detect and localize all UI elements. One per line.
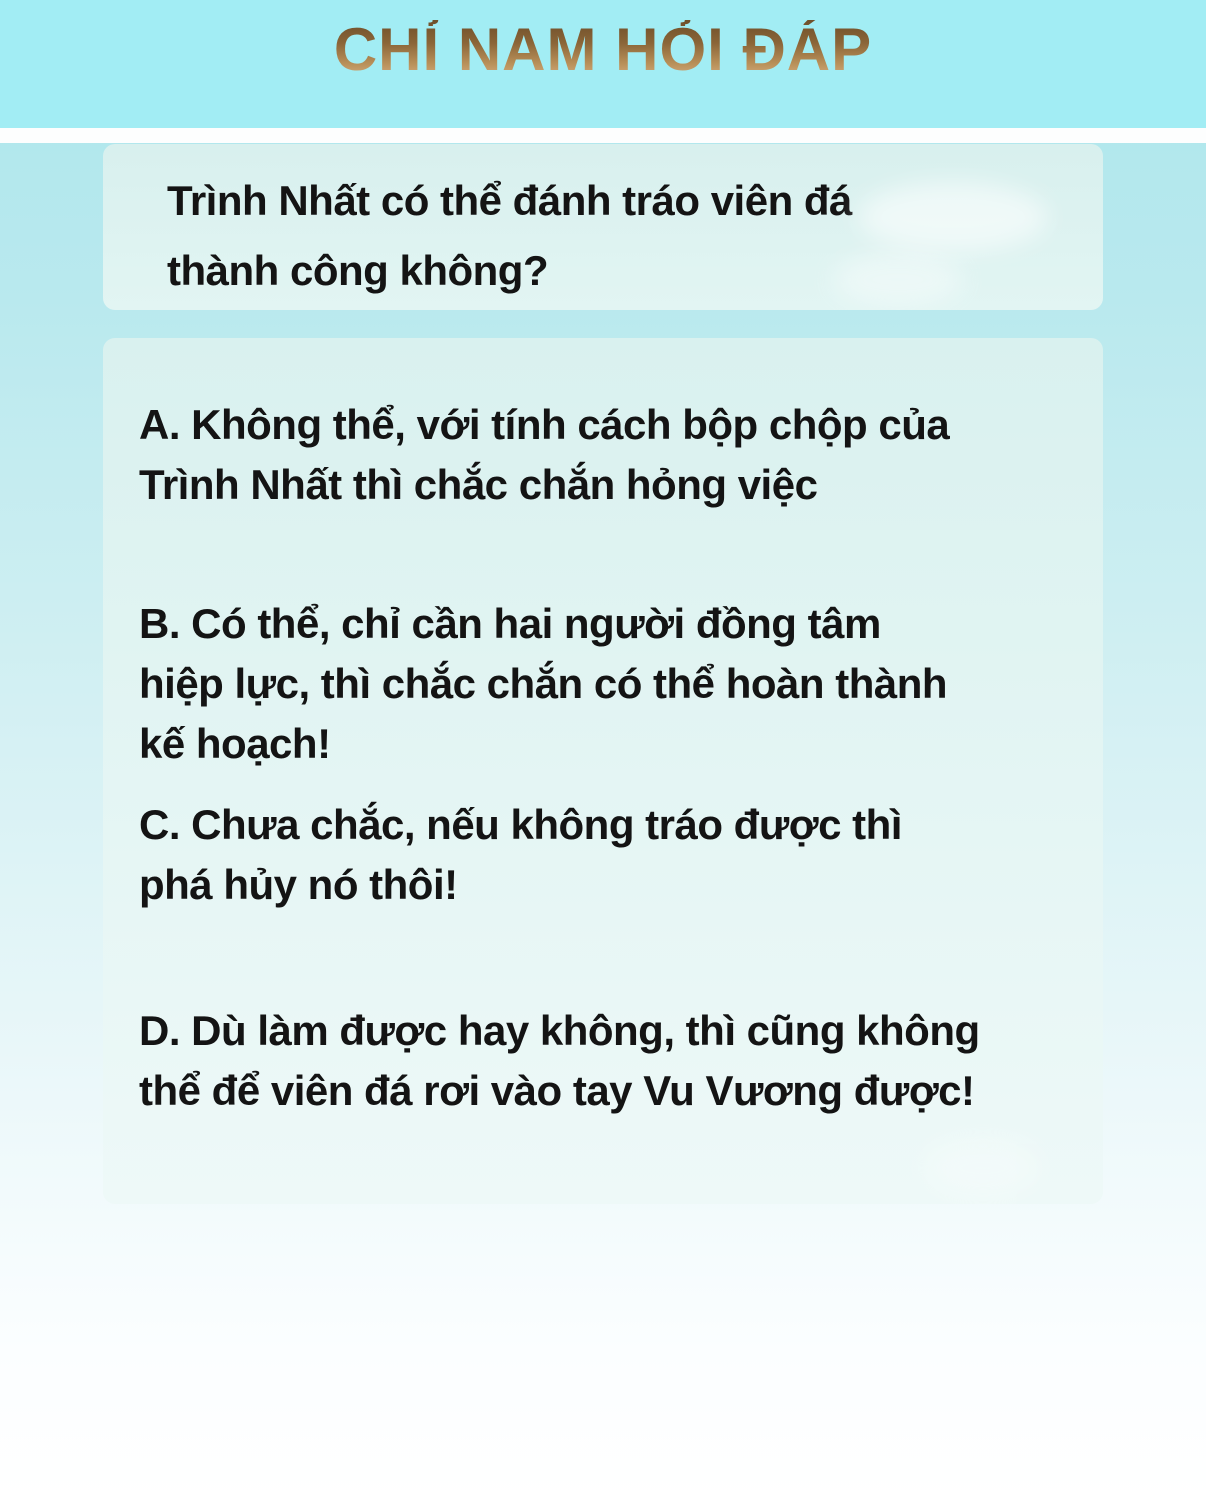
option-line: kế hoạch! xyxy=(139,720,331,767)
option-b xyxy=(139,594,1073,774)
option-line: hiệp lực, thì chắc chắn có thể hoàn thành xyxy=(139,660,948,707)
header-band xyxy=(0,0,1206,128)
option-line: C. Chưa chắc, nếu không tráo được thì xyxy=(139,801,902,848)
question-card xyxy=(103,144,1103,310)
page-title: CHỈ NAM HỎI ĐÁP xyxy=(333,16,873,83)
option-c xyxy=(139,795,1073,915)
option-line: D. Dù làm được hay không, thì cũng không xyxy=(139,1007,980,1054)
option-a xyxy=(139,395,1073,515)
option-line: phá hủy nó thôi! xyxy=(139,861,458,908)
header-divider xyxy=(0,128,1206,143)
question-line: thành công không? xyxy=(167,247,549,294)
watermark-smudge xyxy=(923,1138,1043,1198)
question-line: Trình Nhất có thể đánh tráo viên đá xyxy=(167,177,852,224)
options-card xyxy=(103,338,1103,1204)
option-d xyxy=(139,1001,1073,1121)
option-line: Trình Nhất thì chắc chắn hỏng việc xyxy=(139,461,818,508)
option-line: A. Không thể, với tính cách bộp chộp của xyxy=(139,401,950,448)
option-line: thể để viên đá rơi vào tay Vu Vương được! xyxy=(139,1067,975,1114)
option-line: B. Có thể, chỉ cần hai người đồng tâm xyxy=(139,600,881,647)
